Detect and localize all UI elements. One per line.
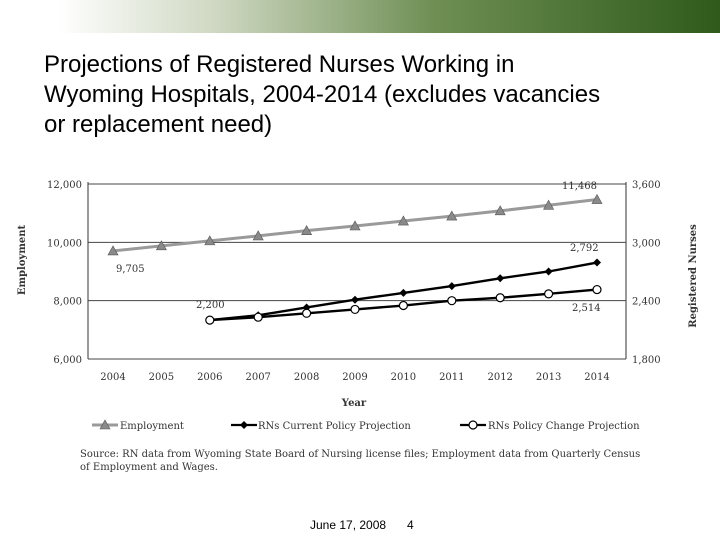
x-tick-label: 2008 bbox=[293, 372, 320, 383]
accent-bar bbox=[0, 0, 720, 33]
legend-rn-change-label: RNs Policy Change Projection bbox=[488, 421, 640, 432]
legend-rn-change-marker bbox=[469, 421, 477, 429]
y2-axis-title: Registered Nurses bbox=[688, 224, 699, 328]
x-tick-label: 2013 bbox=[535, 372, 562, 383]
source-note: Source: RN data from Wyoming State Board of Nursing license files; Employment data from Quarterly Census bbox=[80, 449, 641, 460]
y-tick-label: 8,000 bbox=[53, 296, 82, 308]
rn-current-point bbox=[399, 289, 407, 297]
rn-change-point bbox=[399, 302, 407, 310]
rn-change-point bbox=[254, 313, 262, 321]
legend-employment-label: Employment bbox=[120, 421, 184, 432]
rn-current-point bbox=[351, 296, 359, 304]
rn-change-point bbox=[351, 305, 359, 313]
y-axis-title: Employment bbox=[17, 224, 28, 296]
rn-change-point bbox=[448, 297, 456, 305]
y-tick-label: 10,000 bbox=[47, 238, 82, 250]
y-tick-label: 12,000 bbox=[47, 180, 82, 191]
legend bbox=[92, 420, 640, 432]
annotation-employment-2014: 11,468 bbox=[562, 181, 597, 192]
x-tick-label: 2009 bbox=[342, 372, 368, 383]
footer-date: June 17, 2008 bbox=[310, 518, 387, 532]
rn-change-point bbox=[303, 309, 311, 317]
slide-title-line: Projections of Registered Nurses Working in bbox=[44, 51, 515, 78]
x-tick-label: 2011 bbox=[439, 372, 465, 383]
x-tick-label: 2005 bbox=[148, 372, 175, 383]
y2-tick-label: 1,800 bbox=[632, 355, 661, 366]
rn-change-point bbox=[206, 316, 214, 324]
tick-layer bbox=[47, 180, 661, 383]
annotation-rn-2006: 2,200 bbox=[196, 300, 225, 311]
legend-rn-current-marker bbox=[240, 421, 248, 429]
rn-change-point bbox=[545, 290, 553, 298]
y2-tick-label: 3,600 bbox=[632, 180, 661, 191]
series-layer bbox=[108, 195, 602, 325]
rn-current-point bbox=[545, 268, 553, 276]
x-axis-title: Year bbox=[341, 398, 367, 409]
slide-title bbox=[44, 50, 694, 140]
annotation-rn-change-2014: 2,514 bbox=[572, 303, 601, 314]
x-tick-label: 2007 bbox=[245, 372, 271, 383]
rn-change-point bbox=[593, 286, 601, 294]
x-tick-label: 2006 bbox=[197, 372, 223, 383]
rn-change-point bbox=[496, 294, 504, 302]
x-tick-label: 2010 bbox=[390, 372, 417, 383]
source-note-continued: of Employment and Wages. bbox=[80, 462, 218, 473]
annotation-rn-current-2014: 2,792 bbox=[570, 243, 599, 254]
page-number: 4 bbox=[407, 518, 414, 532]
rn-current-point bbox=[593, 259, 601, 267]
x-tick-label: 2012 bbox=[487, 372, 513, 383]
annotation-employment-2004: 9,705 bbox=[116, 264, 145, 275]
x-tick-label: 2014 bbox=[584, 372, 610, 383]
slide-title-line: or replacement need) bbox=[44, 111, 273, 138]
slide-title-line: Wyoming Hospitals, 2004-2014 (excludes vacancies bbox=[44, 81, 601, 108]
y2-tick-label: 2,400 bbox=[632, 296, 661, 308]
y-tick-label: 6,000 bbox=[53, 355, 82, 366]
y2-tick-label: 3,000 bbox=[632, 238, 661, 250]
x-tick-label: 2004 bbox=[100, 372, 126, 383]
projection-chart bbox=[0, 160, 720, 490]
rn-current-point bbox=[496, 274, 504, 282]
legend-rn-current-label: RNs Current Policy Projection bbox=[258, 421, 411, 432]
rn-current-point bbox=[448, 282, 456, 290]
